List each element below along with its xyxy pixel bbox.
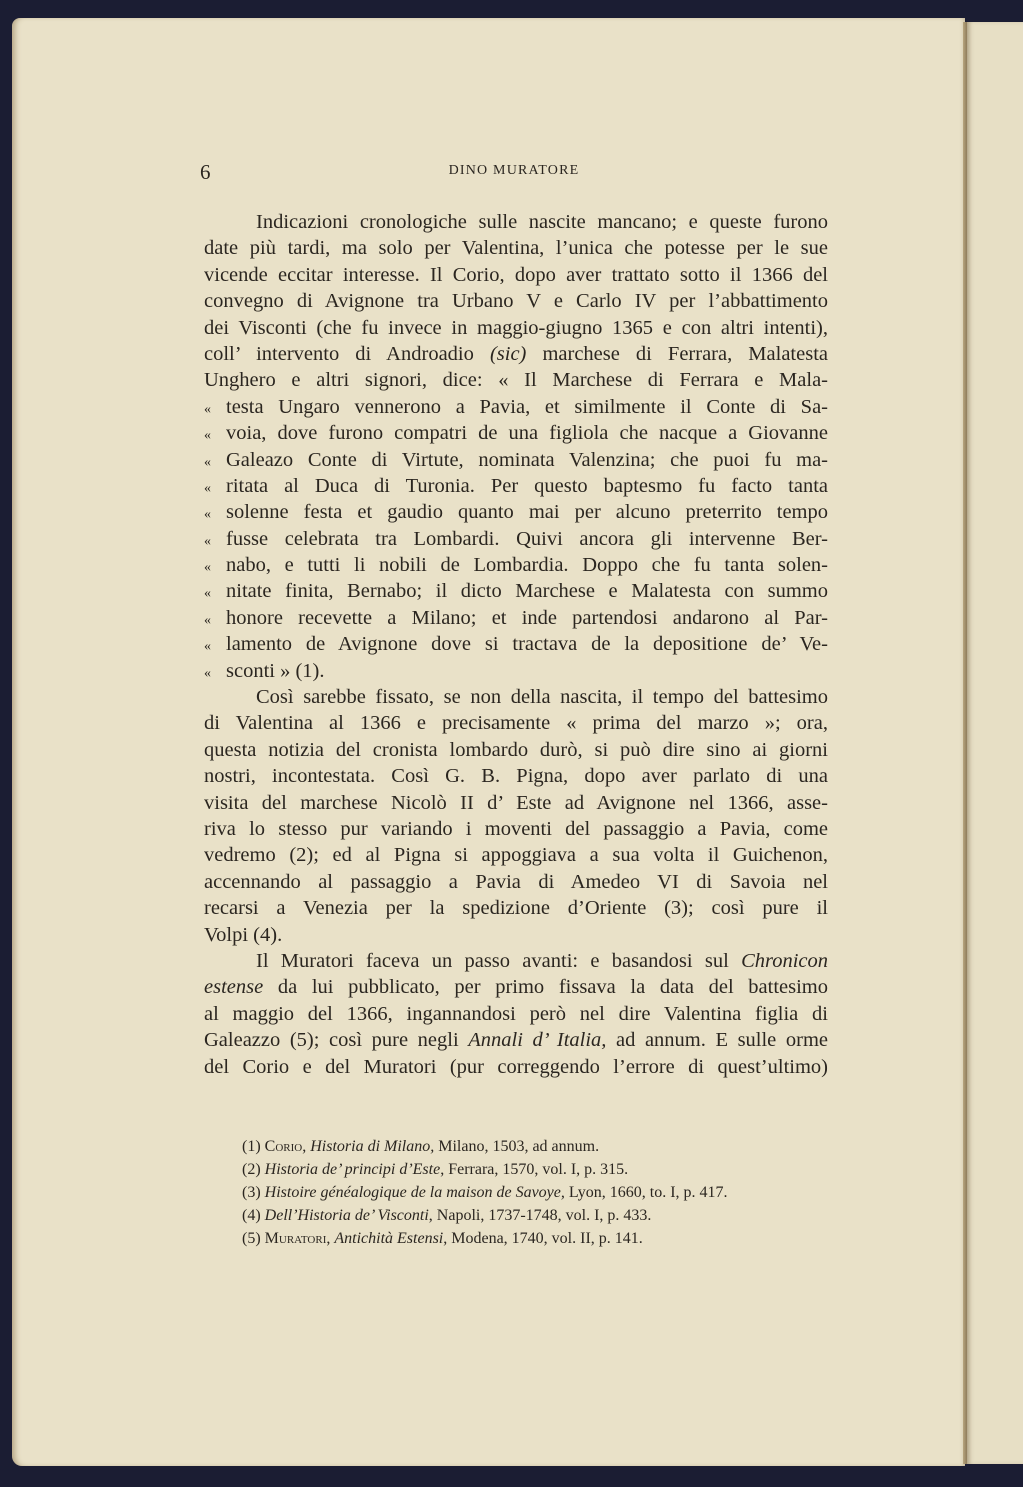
text-line: Indicazioni cronologiche sulle nascite mancano; e queste furono [256, 211, 828, 233]
text-line [204, 341, 828, 367]
text-span: Galeazzo (5); così pure negli [204, 1029, 469, 1052]
footnote-details: Milano, 1503, ad annum. [434, 1138, 600, 1155]
footnote-number: (2) [242, 1161, 261, 1178]
quoted-line [204, 552, 828, 578]
text-span: ad annum. E sulle orme [606, 1029, 828, 1052]
footnotes [242, 1135, 842, 1250]
quoted-line [204, 578, 828, 604]
text-line: recarsi a Venezia per la spedizione d’Oriente (3); così pure il [204, 897, 828, 920]
text-line [204, 948, 828, 974]
quoted-line [204, 658, 828, 684]
quote-mark: « [204, 454, 211, 470]
text-line [204, 1027, 828, 1053]
text-span: testa Ungaro vennerono a Pavia, et similmente il Conte di Sa- [226, 395, 828, 418]
title-italic: Chronicon [741, 949, 828, 972]
adjacent-page-edge [967, 22, 1023, 1464]
quoted-line [204, 473, 828, 499]
quote-mark: « [204, 612, 211, 628]
quote-mark: « [204, 665, 211, 681]
quoted-line [204, 420, 828, 446]
text-line: Volpi (4). [204, 923, 283, 946]
footnote [242, 1135, 842, 1158]
text-line: visita del marchese Nicolò II d’ Este ad Avignone nel 1366, asse- [204, 791, 828, 814]
quote-mark: « [204, 586, 211, 602]
quoted-line [204, 499, 828, 525]
footnote-details: , Modena, 1740, vol. II, p. 141. [443, 1230, 643, 1247]
footnote-details: Lyon, 1660, to. I, p. 417. [564, 1184, 728, 1201]
text-span: nabo, e tutti li nobili de Lombardia. Doppo che fu tanta solen- [226, 554, 828, 577]
footnote [242, 1181, 842, 1204]
footnote-details: , Ferrara, 1570, vol. I, p. 315. [440, 1161, 629, 1178]
title-italic: estense [204, 976, 264, 999]
text-span: solenne festa et gaudio quanto mai per alcuno preterrito tempo [226, 501, 828, 524]
text-line: Unghero e altri signori, dice: « Il Marchese di Ferrara e Mala- [204, 369, 828, 392]
quoted-line [204, 394, 828, 420]
text-span: ritata al Duca di Turonia. Per questo baptesmo fu facto tanta [226, 474, 828, 497]
footnote [242, 1227, 842, 1250]
footnote-number: (4) [242, 1207, 261, 1224]
text-span: nitate finita, Bernabo; il dicto Marchese e Malatesta con summo [226, 580, 828, 603]
running-title: DINO MURATORE [448, 163, 580, 178]
text-line: vicende eccitar interesse. Il Corio, dopo aver trattato sotto il 1366 del [204, 263, 828, 286]
title-italic: Annali d’ Italia, [468, 1029, 607, 1052]
text-span: marchese di Ferrara, Malatesta [526, 342, 828, 365]
text-span: Galeazo Conte di Virtute, nominata Valenzina; che puoi fu ma- [226, 448, 828, 471]
quoted-line [204, 605, 828, 631]
footnote-title: Histoire généalogique de la maison de Savoye, [264, 1184, 565, 1201]
footnote-number: (1) [242, 1138, 261, 1155]
text-line [204, 974, 828, 1000]
footnote-number: (3) [242, 1184, 261, 1201]
footnote-number: (5) [242, 1230, 261, 1247]
text-line: dei Visconti (che fu invece in maggio-giugno 1365 e con altri intenti), [204, 316, 828, 339]
quoted-line [204, 631, 828, 657]
text-span: coll’ intervento di Androadio [204, 342, 474, 365]
footnote-details: , Napoli, 1737-1748, vol. I, p. 433. [428, 1207, 652, 1224]
running-header [200, 160, 828, 184]
quote-mark: « [204, 533, 211, 549]
text-line: accennando al passaggio a Pavia di Amedeo VI di Savoia nel [204, 870, 828, 893]
text-span: voia, dove furono compatri de una figliola che nacque a Giovanne [226, 422, 828, 445]
text-span: Il Muratori faceva un passo avanti: e basandosi sul [256, 949, 742, 972]
footnote-title: Historia di Milano, [310, 1138, 435, 1155]
text-line: del Corio e del Muratori (pur correggendo l’errore di quest’ultimo) [204, 1055, 828, 1078]
footnote [242, 1158, 842, 1181]
page-number: 6 [200, 160, 211, 184]
footnote-author: Corio, [264, 1138, 307, 1155]
quoted-line [204, 447, 828, 473]
quote-mark: « [204, 639, 211, 655]
quote-mark: « [204, 507, 211, 523]
footnote-title: Historia de’ principi d’Este [264, 1161, 441, 1178]
quoted-line [204, 526, 828, 552]
text-span: sconti » (1). [226, 659, 325, 682]
quote-mark: « [204, 428, 211, 444]
quote-mark: « [204, 480, 211, 496]
footnote-author: Muratori, [264, 1230, 331, 1247]
quote-mark: « [204, 401, 211, 417]
text-line: questa notizia del cronista lombardo durò, si può dire sino ai giorni [204, 738, 828, 761]
text-line: date più tardi, ma solo per Valentina, l’unica che potesse per le sue [204, 237, 828, 260]
text-span: lamento de Avignone dove si tractava de la depositione de’ Ve- [226, 633, 828, 656]
text-line: nostri, incontestata. Così G. B. Pigna, dopo aver parlato di una [204, 765, 828, 788]
text-span: honore recevette a Milano; et inde partendosi andarono al Par- [226, 606, 828, 629]
footnote [242, 1204, 842, 1227]
text-line: Così sarebbe fissato, se non della nascita, il tempo del battesimo [256, 686, 828, 709]
body-text [204, 209, 828, 1080]
text-line: convegno di Avignone tra Urbano V e Carlo IV per l’abbattimento [204, 290, 828, 313]
text-span: da lui pubblicato, per primo fissava la data del battesimo [263, 976, 828, 999]
footnote-title: Antichità Estensi [334, 1230, 444, 1247]
text-span: fusse celebrata tra Lombardi. Quivi ancora gli intervenne Ber- [226, 527, 828, 550]
text-line: vedremo (2); ed al Pigna si appoggiava a sua volta il Guichenon, [204, 844, 828, 867]
text-line: al maggio del 1366, ingannandosi però nel dire Valentina figlia di [204, 1002, 828, 1025]
quote-mark: « [204, 560, 211, 576]
sic-italic: (sic) [489, 342, 527, 365]
text-line: riva lo stesso pur variando i moventi del passaggio a Pavia, come [204, 817, 828, 840]
footnote-title: Dell’Historia de’ Visconti [264, 1207, 429, 1224]
text-line: di Valentina al 1366 e precisamente « prima del marzo »; ora, [204, 712, 828, 735]
